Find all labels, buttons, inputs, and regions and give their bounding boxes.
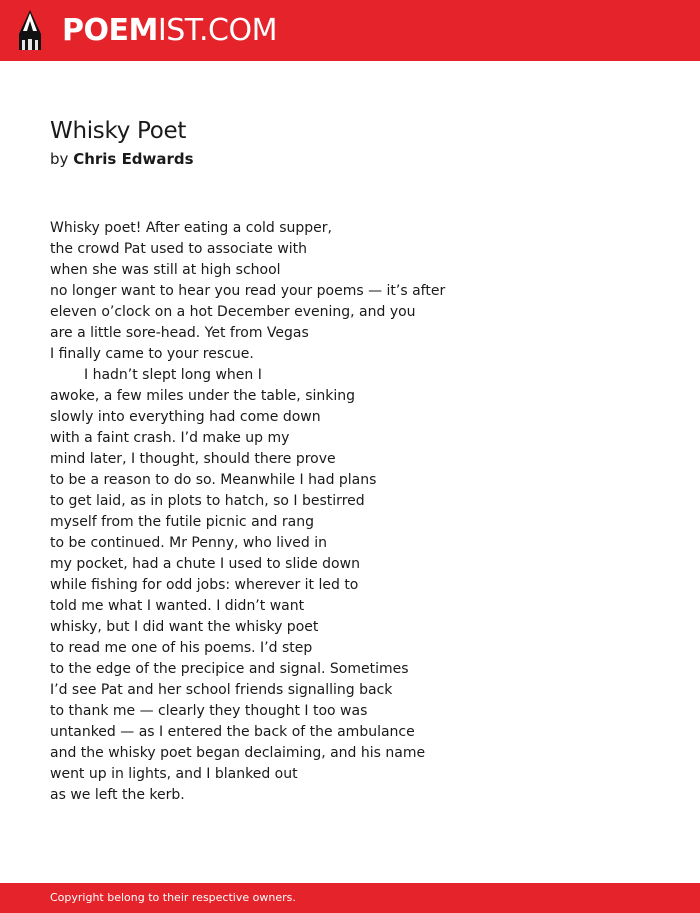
poem-line: untanked — as I entered the back of the ambulance [50, 724, 415, 740]
poem-body [50, 218, 670, 806]
site-logo[interactable] [62, 11, 277, 51]
poem-line: with a faint crash. I’d make up my [50, 430, 290, 446]
poem-line: told me what I wanted. I didn’t want [50, 598, 305, 614]
poem-line: to be continued. Mr Penny, who lived in [50, 535, 328, 551]
poem-line: whisky, but I did want the whisky poet [50, 619, 319, 635]
poem-line: mind later, I thought, should there prove [50, 451, 336, 467]
poem-line: awoke, a few miles under the table, sinking [50, 388, 356, 404]
poem-byline [50, 148, 194, 170]
poem-line: to read me one of his poems. I’d step [50, 640, 313, 656]
poem-line: my pocket, had a chute I used to slide down [50, 556, 360, 572]
poem-line: slowly into everything had come down [50, 409, 321, 425]
poem-title: Whisky Poet [50, 118, 187, 144]
poem-line: to thank me — clearly they thought I too was [50, 703, 368, 719]
poem-line: no longer want to hear you read your poems — it’s after [50, 283, 446, 299]
poem-line: I finally came to your rescue. [50, 346, 254, 362]
poem-line: and the whisky poet began declaiming, and his name [50, 745, 426, 761]
poem-line: myself from the futile picnic and rang [50, 514, 314, 530]
site-footer [0, 883, 700, 913]
poem-line: when she was still at high school [50, 262, 281, 278]
poem-line: as we left the kerb. [50, 787, 185, 803]
brand-light: IST.COM [157, 13, 277, 48]
pen-nib-icon[interactable] [18, 9, 42, 51]
poem-line: the crowd Pat used to associate with [50, 241, 308, 257]
poem-line: while fishing for odd jobs: wherever it led to [50, 577, 359, 593]
poem-line: eleven o’clock on a hot December evening, and you [50, 304, 416, 320]
brand-bold: POEM [62, 13, 158, 48]
by-label: by [50, 150, 69, 168]
poem-line: are a little sore-head. Yet from Vegas [50, 325, 309, 341]
author-name: Chris Edwards [73, 150, 194, 168]
poem-line: to the edge of the precipice and signal. Sometimes [50, 661, 409, 677]
site-header [0, 0, 700, 61]
poem-line: to be a reason to do so. Meanwhile I had plans [50, 472, 377, 488]
poem-line: to get laid, as in plots to hatch, so I bestirred [50, 493, 365, 509]
poem-line: Whisky poet! After eating a cold supper, [50, 220, 332, 236]
copyright-text: Copyright belong to their respective owners. [50, 891, 296, 904]
poem-line: I hadn’t slept long when I [84, 367, 262, 383]
poem-line: went up in lights, and I blanked out [50, 766, 298, 782]
poem-line: I’d see Pat and her school friends signalling back [50, 682, 393, 698]
